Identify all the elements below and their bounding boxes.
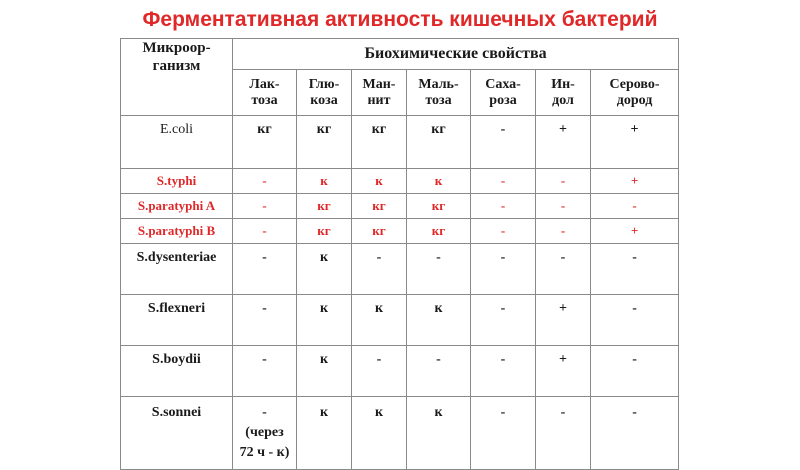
table-cell: - bbox=[471, 397, 536, 470]
header-column-line: Глю- bbox=[308, 76, 340, 92]
organism-name: S.boydii bbox=[121, 346, 233, 397]
table-cell: к bbox=[407, 169, 471, 194]
organism-name: S.typhi bbox=[121, 169, 233, 194]
table-cell: - bbox=[536, 194, 591, 219]
header-microorganism-line-2: ганизм bbox=[152, 58, 201, 74]
table-cell: - bbox=[471, 219, 536, 244]
table-cell: - bbox=[591, 346, 679, 397]
table-cell: - bbox=[471, 194, 536, 219]
table-cell: к bbox=[297, 346, 352, 397]
table-cell-line: 72 ч - к) bbox=[239, 445, 290, 460]
organism-name: S.paratyphi B bbox=[121, 219, 233, 244]
table-row bbox=[121, 295, 679, 346]
table-cell: кг bbox=[297, 116, 352, 169]
table-cell: кг bbox=[352, 116, 407, 169]
table-cell: к bbox=[297, 397, 352, 470]
table-cell: к bbox=[352, 295, 407, 346]
table-cell: кг bbox=[297, 194, 352, 219]
header-column-line: Серово- bbox=[609, 76, 660, 92]
table-cell: к bbox=[407, 295, 471, 346]
table-cell: - bbox=[471, 169, 536, 194]
table-body bbox=[121, 116, 679, 470]
table-cell: - bbox=[233, 346, 297, 397]
header-biochemical-properties: Биохимические свойства bbox=[233, 39, 679, 70]
table-cell: - bbox=[471, 346, 536, 397]
table-cell: - bbox=[407, 244, 471, 295]
biochemical-properties-table bbox=[120, 38, 679, 470]
header-column-line: тоза bbox=[251, 92, 278, 108]
table-cell: - bbox=[407, 346, 471, 397]
organism-name: S.flexneri bbox=[121, 295, 233, 346]
table-cell: к bbox=[352, 397, 407, 470]
table-row bbox=[121, 194, 679, 219]
header-column-line: коза bbox=[310, 92, 338, 108]
table-cell: - bbox=[591, 194, 679, 219]
header-column bbox=[591, 70, 679, 116]
page-title: Ферментативная активность кишечных бактерий bbox=[142, 8, 658, 31]
organism-name: S.dysenteriae bbox=[121, 244, 233, 295]
table-cell: - bbox=[536, 169, 591, 194]
table-cell: + bbox=[591, 116, 679, 169]
table-cell: - bbox=[591, 295, 679, 346]
table-cell: кг bbox=[297, 219, 352, 244]
table-cell: - bbox=[536, 219, 591, 244]
organism-name: S.sonnei bbox=[121, 397, 233, 470]
header-column bbox=[233, 70, 297, 116]
table-cell: - bbox=[233, 194, 297, 219]
header-column-line: Ман- bbox=[362, 76, 396, 92]
header-column-line: Саха- bbox=[485, 76, 521, 92]
table-cell: кг bbox=[407, 116, 471, 169]
table-row bbox=[121, 169, 679, 194]
header-column-line: дород bbox=[616, 92, 653, 108]
table-cell: кг bbox=[407, 194, 471, 219]
table-cell: - bbox=[233, 169, 297, 194]
header-column-line: тоза bbox=[425, 92, 452, 108]
table-cell: + bbox=[536, 346, 591, 397]
header-microorganism bbox=[121, 39, 233, 116]
table-cell: - bbox=[536, 397, 591, 470]
header-column bbox=[471, 70, 536, 116]
table-cell: + bbox=[591, 219, 679, 244]
header-column-line: дол bbox=[552, 92, 574, 108]
table-row bbox=[121, 397, 679, 470]
table-cell: кг bbox=[407, 219, 471, 244]
header-column bbox=[297, 70, 352, 116]
table-cell-line: - bbox=[262, 405, 267, 420]
table-cell: - bbox=[471, 244, 536, 295]
header-column bbox=[352, 70, 407, 116]
header-column bbox=[536, 70, 591, 116]
table-cell bbox=[233, 397, 297, 470]
table-cell: - bbox=[233, 244, 297, 295]
table-row bbox=[121, 244, 679, 295]
table-cell: к bbox=[297, 244, 352, 295]
table-cell: - bbox=[591, 397, 679, 470]
header-column bbox=[407, 70, 471, 116]
table-cell: - bbox=[471, 116, 536, 169]
table-cell: к bbox=[407, 397, 471, 470]
header-column-line: роза bbox=[489, 92, 517, 108]
organism-name: E.coli bbox=[121, 116, 233, 169]
table-cell: к bbox=[352, 169, 407, 194]
table-cell: - bbox=[352, 346, 407, 397]
table-cell: + bbox=[536, 295, 591, 346]
table-cell-line: (через bbox=[245, 425, 284, 440]
table-cell: кг bbox=[233, 116, 297, 169]
table-cell: + bbox=[536, 116, 591, 169]
header-column-line: нит bbox=[367, 92, 391, 108]
table-cell: к bbox=[297, 169, 352, 194]
table-cell: кг bbox=[352, 219, 407, 244]
table-row bbox=[121, 346, 679, 397]
table-row bbox=[121, 219, 679, 244]
table-cell: - bbox=[471, 295, 536, 346]
organism-name: S.paratyphi A bbox=[121, 194, 233, 219]
header-column-line: Маль- bbox=[418, 76, 459, 92]
table-cell: - bbox=[591, 244, 679, 295]
table-cell: кг bbox=[352, 194, 407, 219]
table-cell: к bbox=[297, 295, 352, 346]
table-cell: + bbox=[591, 169, 679, 194]
table-cell: - bbox=[233, 219, 297, 244]
table-cell: - bbox=[536, 244, 591, 295]
table-cell: - bbox=[352, 244, 407, 295]
table-cell: - bbox=[233, 295, 297, 346]
header-microorganism-line-1: Микроор- bbox=[142, 40, 211, 56]
table-row bbox=[121, 116, 679, 169]
header-column-line: Ин- bbox=[551, 76, 575, 92]
header-column-line: Лак- bbox=[249, 76, 280, 92]
